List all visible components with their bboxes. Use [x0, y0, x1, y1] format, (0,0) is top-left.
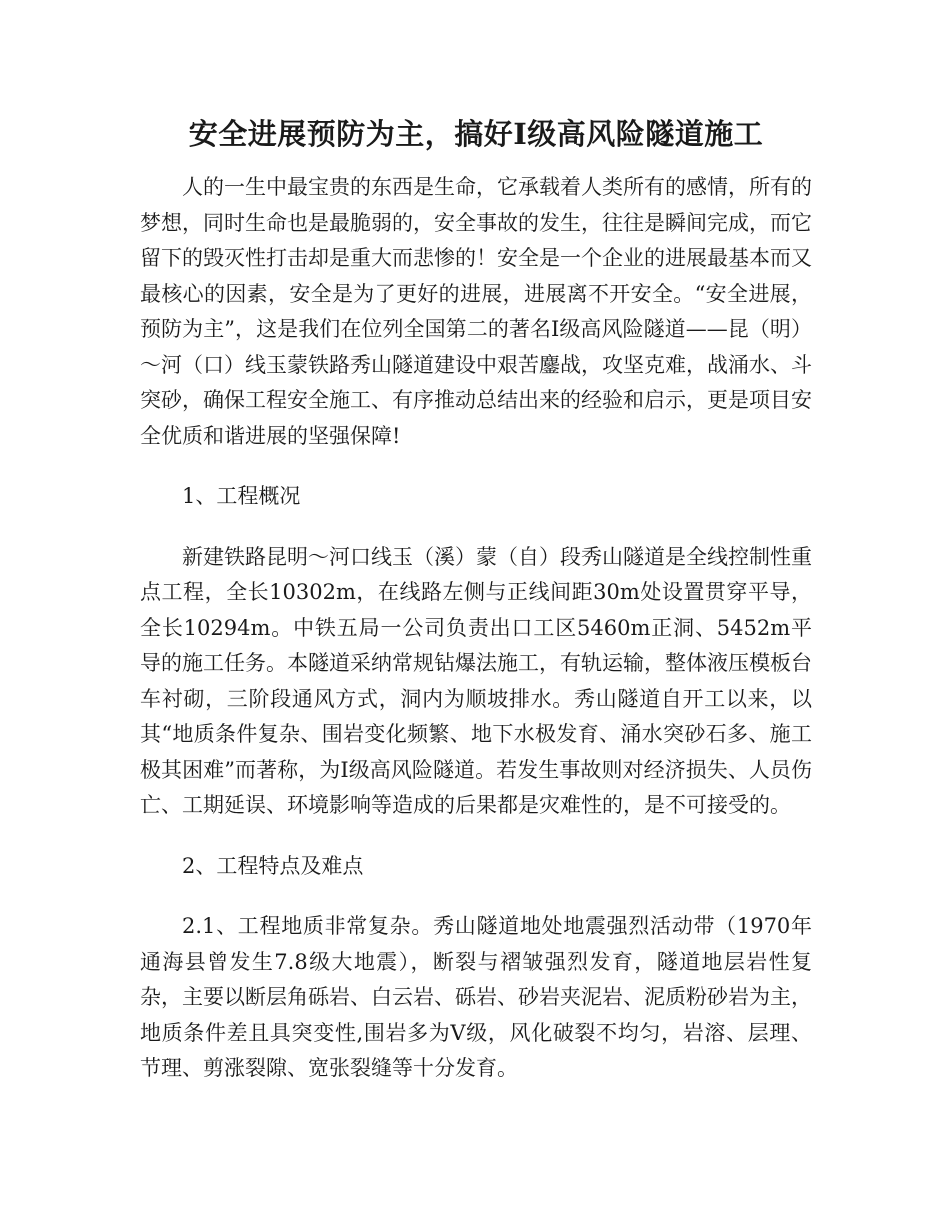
geology-paragraph: 2.1、工程地质非常复杂。秀山隧道地处地震强烈活动带（1970年通海县曾发生7.8级大地震），断裂与褶皱强烈发育，隧道地层岩性复杂，主要以断层角砾岩、白云岩、砾岩、砂岩夹泥岩、泥质粉砂岩为主，地质条件差且具突变性,围岩多为Ⅴ级，风化破裂不均匀，岩溶、层理、节理、剪涨裂隙、宽张裂缝等十分发育。	[140, 914, 812, 1080]
intro-paragraph: 人的一生中最宝贵的东西是生命，它承载着人类所有的感情，所有的梦想，同时生命也是最脆弱的，安全事故的发生，往往是瞬间完成，而它留下的毁灭性打击却是重大而悲惨的！安全是一个企业的进展最基本而又最核心的因素，安全是为了更好的进展，进展离不开安全。“安全进展，预防为主”，这是我们在位列全国第二的著名Ⅰ级高风险隧道——昆（明）～河（口）线玉蒙铁路秀山隧道建设中艰苦鏖战，攻坚克难，战涌水、斗突砂，确保工程安全施工、有序推动总结出来的经验和启示，更是项目安全优质和谐进展的坚强保障!	[140, 175, 812, 448]
document-page	[140, 108, 812, 1087]
overview-paragraph: 新建铁路昆明～河口线玉（溪）蒙（自）段秀山隧道是全线控制性重点工程，全长10302m，在线路左侧与正线间距30m处设置贯穿平导，全长10294m。中铁五局一公司负责出口工区5460m正洞、5452m平导的施工任务。本隧道采纳常规钻爆法施工，有轨运输，整体液压模板台车衬砌，三阶段通风方式，洞内为顺坡排水。秀山隧道自开工以来，以其“地质条件复杂、围岩变化频繁、地下水极发育、涌水突砂石多、施工极其困难”而著称，为Ⅰ级高风险隧道。若发生事故则对经济损失、人员伤亡、工期延误、环境影响等造成的后果都是灾难性的，是不可接受的。	[140, 544, 812, 817]
spacer	[140, 515, 812, 540]
section-heading-difficulties: 2、工程特点及难点	[182, 853, 364, 878]
document-title: 安全进展预防为主，搞好Ⅰ级高风险隧道施工	[188, 117, 764, 151]
spacer	[140, 454, 812, 479]
spacer	[140, 884, 812, 909]
section-heading-overview: 1、工程概况	[182, 484, 301, 508]
spacer	[140, 824, 812, 849]
